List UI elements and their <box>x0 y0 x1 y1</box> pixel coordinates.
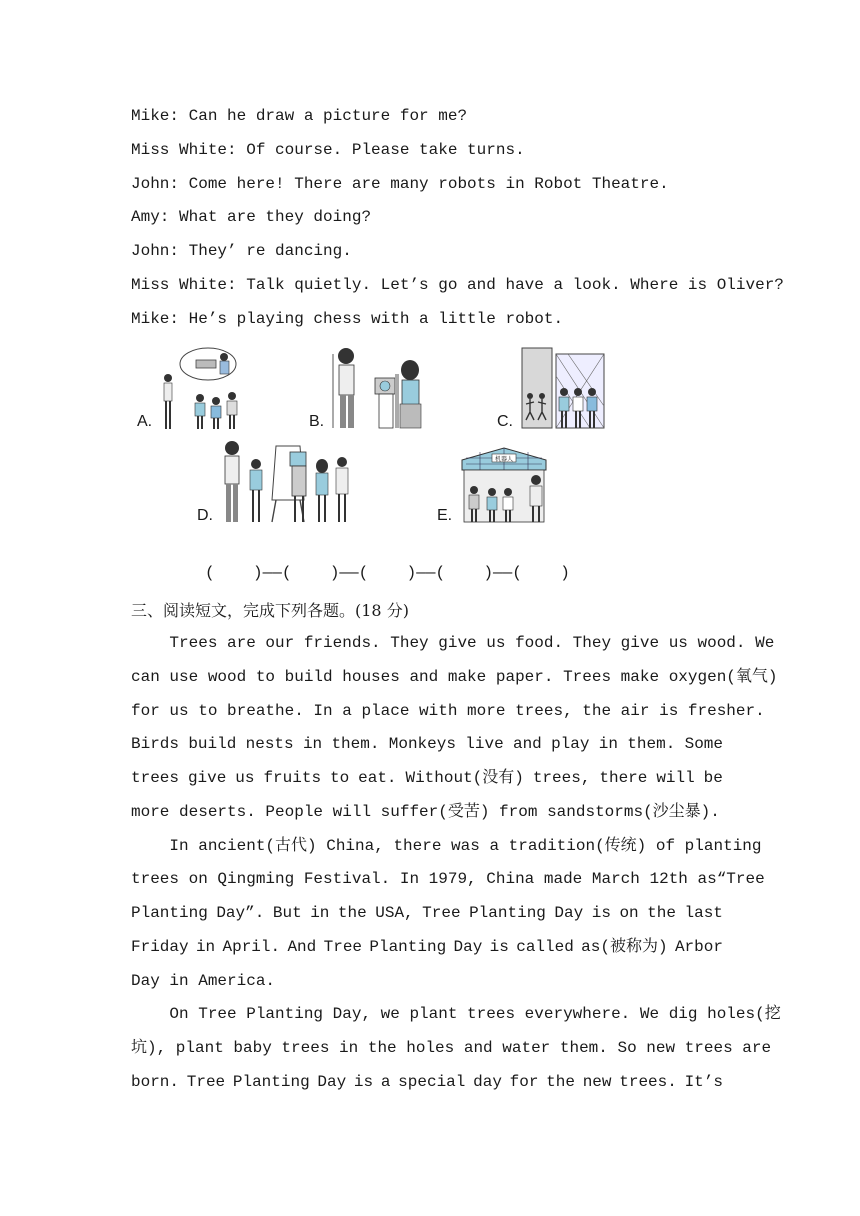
passage-word: us <box>235 769 255 787</box>
passage-word: born. <box>131 1073 180 1091</box>
passage-line: In ancient(古代) China, there was a tradition(传统) of planting <box>131 837 762 855</box>
dialogue-line: Miss White: Of course. Please take turns. <box>131 141 525 159</box>
passage-word: will <box>656 769 695 787</box>
passage-word: in <box>310 904 330 922</box>
passage-word: And <box>287 938 317 956</box>
passage-word: Some <box>684 735 723 753</box>
passage-word: give <box>187 769 227 787</box>
passage-word: them. <box>627 735 676 753</box>
picture-label-e: E. <box>437 507 453 524</box>
passage-word: on <box>619 904 639 922</box>
passage-word: Tree <box>323 938 363 956</box>
passage-word: be <box>703 769 723 787</box>
passage-word: USA, <box>375 904 414 922</box>
passage-word: trees. <box>619 1073 677 1091</box>
passage-word: Day”. <box>216 904 265 922</box>
passage-word: as(被称为) <box>581 938 668 956</box>
passage-line: 坑), plant baby trees in the holes and water them. So new trees are <box>131 1039 772 1057</box>
dialogue-line: John: They’ re dancing. <box>131 242 352 260</box>
robot-theatre-dancing-scene-icon <box>520 346 606 430</box>
passage-word: build <box>188 735 237 753</box>
passage-word: Arbor <box>674 938 723 956</box>
passage-line: On Tree Planting Day, we plant trees everywhere. We dig holes(挖 <box>131 1005 781 1023</box>
passage-word: trees, <box>532 769 591 787</box>
dialogue-line: Mike: He’s playing chess with a little robot. <box>131 310 564 328</box>
passage-line <box>131 903 723 923</box>
building-sign-text: 机器人 <box>494 456 514 463</box>
passage-line <box>131 734 723 754</box>
dialogue-line: Amy: What are they doing? <box>131 208 372 226</box>
passage-word: play <box>551 735 590 753</box>
passage-word: last <box>684 904 723 922</box>
dialogue-line: Mike: Can he draw a picture for me? <box>131 107 468 125</box>
passage-line: Trees are our friends. They give us food. They give us wood. We <box>131 634 775 652</box>
building-entrance-scene-icon <box>460 446 548 524</box>
picture-label-d: D. <box>197 507 213 524</box>
passage-line <box>131 937 723 957</box>
passage-word: Day <box>317 1073 347 1091</box>
passage-word: Planting <box>131 904 208 922</box>
passage-word: called <box>516 938 574 956</box>
passage-word: Day <box>453 938 483 956</box>
passage-word: in <box>598 735 618 753</box>
passage-word: is <box>489 938 509 956</box>
passage-word: eat. <box>358 769 397 787</box>
passage-word: Planting <box>232 1073 310 1091</box>
passage-line: for us to breathe. In a place with more trees, the air is fresher. <box>131 702 765 720</box>
picture-label-b: B. <box>309 413 325 430</box>
passage-line: more deserts. People will suffer(受苦) from sandstorms(沙尘暴). <box>131 803 720 821</box>
section-heading: 三、阅读短文，完成下列各题。(18 分) <box>131 601 409 620</box>
passage-word: It’s <box>684 1073 723 1091</box>
passage-line <box>131 1072 723 1092</box>
passage-word: Planting <box>469 904 546 922</box>
passage-word: the <box>647 904 676 922</box>
passage-word: Tree <box>186 1073 226 1091</box>
picture-label-a: A. <box>137 413 153 430</box>
passage-word: new <box>582 1073 612 1091</box>
passage-word: in <box>195 938 216 956</box>
passage-word: fruits <box>263 769 322 787</box>
passage-word: special <box>398 1073 466 1091</box>
passage-line <box>131 768 723 788</box>
chess-robot-scene-icon <box>158 346 243 430</box>
passage-line: Day in America. <box>131 972 276 990</box>
passage-word: trees <box>131 769 180 787</box>
passage-word: there <box>599 769 648 787</box>
passage-word: Planting <box>369 938 447 956</box>
passage-word: is <box>353 1073 374 1091</box>
passage-word: them. <box>331 735 380 753</box>
dialogue-line: Miss White: Talk quietly. Let’s go and have a look. Where is Oliver? <box>131 276 784 294</box>
passage-word: Tree <box>422 904 461 922</box>
passage-word: in <box>302 735 323 753</box>
picture-label-c: C. <box>497 413 513 430</box>
passage-word: and <box>512 735 542 753</box>
passage-word: Friday <box>131 938 189 956</box>
passage-line: can use wood to build houses and make paper. Trees make oxygen(氧气) <box>131 668 778 686</box>
passage-word: live <box>465 735 504 753</box>
passage-word: But <box>272 904 302 922</box>
passage-word: Without(没有) <box>405 769 524 787</box>
passage-word: the <box>337 904 367 922</box>
passage-word: Day <box>554 904 584 922</box>
dialogue-line: John: Come here! There are many robots in Robot Theatre. <box>131 175 669 193</box>
passage-word: to <box>329 769 350 787</box>
answer-blanks: ( )——( )——( )——( )——( ) <box>205 564 570 582</box>
passage-word: Birds <box>131 735 180 753</box>
passage-word: day <box>473 1073 502 1091</box>
passage-word: a <box>380 1073 391 1091</box>
passage-line: trees on Qingming Festival. In 1979, China made March 12th as“Tree <box>131 870 765 888</box>
passage-word: the <box>546 1073 575 1091</box>
passage-word: Monkeys <box>388 735 456 753</box>
passage-word: for <box>509 1073 539 1091</box>
passage-word: April. <box>222 938 281 956</box>
passage-word: nests <box>245 735 294 753</box>
robot-painting-scene-icon <box>220 440 354 524</box>
passage-word: is <box>591 904 611 922</box>
watching-robot-scene-icon <box>331 346 431 430</box>
